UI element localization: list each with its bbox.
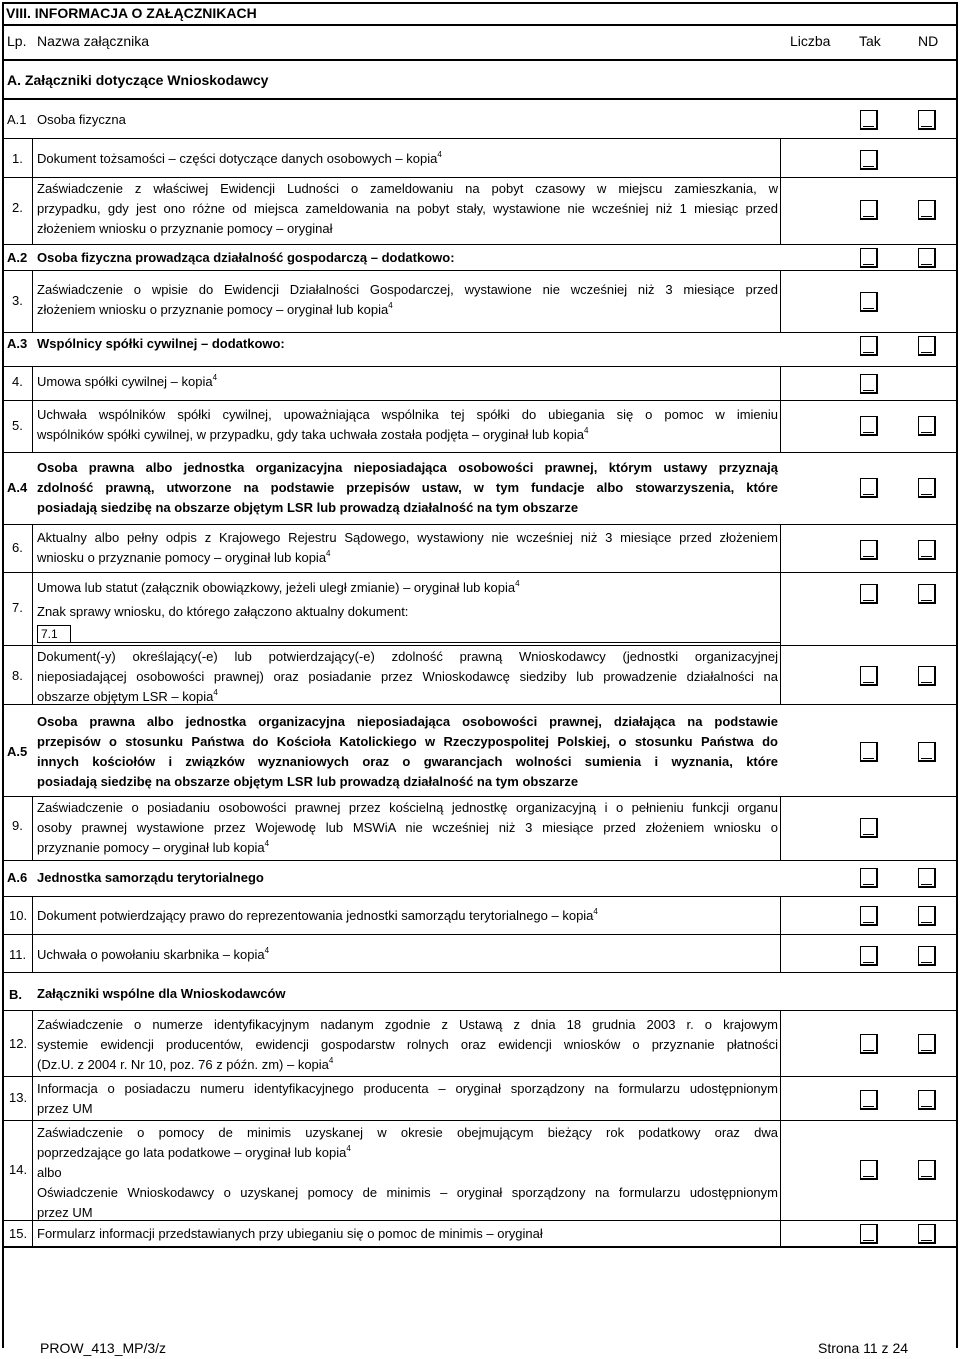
a5-code: A.5 xyxy=(7,744,28,759)
a3-yes-checkbox[interactable] xyxy=(860,336,878,356)
a1-title: Osoba fizyczna xyxy=(37,112,126,127)
row-10-na-checkbox[interactable] xyxy=(918,906,936,926)
row-7-yes-checkbox[interactable] xyxy=(860,584,878,604)
table-border-right xyxy=(956,2,958,1348)
row-4-text: Umowa spółki cywilnej – kopia$^4$ xyxy=(37,373,218,389)
row-6-na-checkbox[interactable] xyxy=(918,540,936,560)
row-15-yes-checkbox[interactable] xyxy=(860,1224,878,1244)
a4-yes-checkbox[interactable] xyxy=(860,478,878,498)
row-13-text: Informacja o posiadaczu numeru identyfikacyjnego producenta – oryginał sporządzony na formularzu udostępnionym przez UM xyxy=(37,1081,778,1116)
a6-code: A.6 xyxy=(7,870,28,885)
row-divider xyxy=(2,934,958,935)
row-divider xyxy=(2,896,958,897)
row-15-text: Formularz informacji przedstawianych przy ubieganiu się o pomoc de minimis – oryginał xyxy=(37,1226,543,1241)
row-7-text: Umowa lub statut (załącznik obowiązkowy, jeżeli uległ zmianie) – oryginał lub kopia$^4$ xyxy=(37,579,520,595)
section-title: VIII. INFORMACJA O ZAŁĄCZNIKACH xyxy=(6,5,257,21)
row-divider xyxy=(2,270,958,271)
a3-na-checkbox[interactable] xyxy=(918,336,936,356)
a5-yes-checkbox[interactable] xyxy=(860,742,878,762)
row-9-yes-checkbox[interactable] xyxy=(860,818,878,838)
row-6-yes-checkbox[interactable] xyxy=(860,540,878,560)
lp-column-line xyxy=(32,524,33,704)
row-12-yes-checkbox[interactable] xyxy=(860,1034,878,1054)
row-4-number: 4. xyxy=(12,374,23,389)
row-12-na-checkbox[interactable] xyxy=(918,1034,936,1054)
a6-na-checkbox[interactable] xyxy=(918,868,936,888)
text-column-line xyxy=(780,1010,781,1246)
a5-na-checkbox[interactable] xyxy=(918,742,936,762)
row-5-na-checkbox[interactable] xyxy=(918,416,936,436)
row-13-number: 13. xyxy=(9,1090,28,1105)
row-13-na-checkbox[interactable] xyxy=(918,1090,936,1110)
group-b-title: Załączniki wspólne dla Wnioskodawców xyxy=(37,986,286,1001)
row-10-yes-checkbox[interactable] xyxy=(860,906,878,926)
a5-text: Osoba prawna albo jednostka organizacyjna nieposiadająca osobowości prawnej, działająca na podstawie przepisów o stosunku Państwa do Kościoła Katolickiego w Rzeczypospolitej Polskiej, o stosunku Państwa do innych kościołów i związków wyznaniowych oraz o gwarancjach wolności sumienia i wyznania, które posiadają siedzibę na obszarze objętym LSR lub prowadzą działalność na tym obszarze xyxy=(37,714,778,789)
col-header-name: Nazwa załącznika xyxy=(37,33,150,49)
row-14-na-checkbox[interactable] xyxy=(918,1160,936,1180)
a6-yes-checkbox[interactable] xyxy=(860,868,878,888)
col-header-lp: Lp. xyxy=(7,33,27,49)
row-4-yes-checkbox[interactable] xyxy=(860,374,878,394)
lp-column-line xyxy=(32,138,33,244)
row-6-number: 6. xyxy=(12,540,23,555)
footer-page-number: Strona 11 z 24 xyxy=(818,1340,909,1356)
row-divider xyxy=(2,972,958,973)
a3-code: A.3 xyxy=(7,336,28,351)
a3-title: Wspólnicy spółki cywilnej – dodatkowo: xyxy=(37,336,285,351)
row-10-number: 10. xyxy=(9,908,28,923)
table-border-bottom xyxy=(2,1246,958,1248)
row-14-text: Zaświadczenie o pomocy de minimis uzyskanej w okresie obejmującym bieżący rok podatkowy oraz dwa poprzedzające go lata podatkowe – oryginał lub kopia$^4$ albo Oświadczenie Wnioskodawcy o uzyskanej pomocy de minimis – oryginał sporządzony na formularzu udostępnionym przez UM xyxy=(37,1125,778,1220)
a2-yes-checkbox[interactable] xyxy=(860,248,878,268)
row-divider xyxy=(2,1220,958,1221)
a4-na-checkbox[interactable] xyxy=(918,478,936,498)
lp-column-line xyxy=(32,270,33,332)
row-divider xyxy=(2,645,958,646)
a4-text: Osoba prawna albo jednostka organizacyjna nieposiadająca osobowości prawnej, którym ustawy przyznają zdolność prawną, utworzone na podstawie przepisów ustaw, w tym fundacje albo stowarzyszenia, które posiadają siedzibę na obszarze objętym LSR lub prowadzą działalność na tym obszarze xyxy=(37,460,778,515)
a6-title: Jednostka samorządu terytorialnego xyxy=(37,870,264,885)
row-5-text: Uchwała wspólników spółki cywilnej, upoważniająca wspólnika tej spółki do ubiegania się o pomoc w imieniu wspólników spółki cywilnej, w przypadku, gdy taka uchwała została podjęta – oryginał lub kopia$^4$ xyxy=(37,407,778,442)
a4-code: A.4 xyxy=(7,480,28,495)
row-5-yes-checkbox[interactable] xyxy=(860,416,878,436)
table-border-left xyxy=(2,2,4,1348)
row-7-case-number-label: Znak sprawy wniosku, do którego załączono aktualny dokument: xyxy=(37,604,409,619)
row-divider xyxy=(2,1076,958,1077)
row-10-text: Dokument potwierdzający prawo do reprezentowania jednostki samorządu terytorialnego – kopia$^4$ xyxy=(37,907,598,923)
text-column-line xyxy=(780,138,781,244)
row-divider xyxy=(2,1120,958,1121)
row-8-number: 8. xyxy=(12,668,23,683)
col-header-na: ND xyxy=(918,33,939,49)
row-9-text: Zaświadczenie o posiadaniu osobowości prawnej przez kościelną jednostkę organizacyjną i o pełnieniu funkcji organu osoby prawnej wystawione przez Wojewodę lub MSWiA nie wcześniej niż 3 miesiące przed złożeniem wniosku o przyznanie pomocy – oryginał lub kopia$^4$ xyxy=(37,800,778,855)
row-8-na-checkbox[interactable] xyxy=(918,666,936,686)
row-13-yes-checkbox[interactable] xyxy=(860,1090,878,1110)
row-3-yes-checkbox[interactable] xyxy=(860,292,878,312)
a1-yes-checkbox[interactable] xyxy=(860,110,878,130)
row-divider xyxy=(2,98,958,100)
row-15-na-checkbox[interactable] xyxy=(918,1224,936,1244)
text-column-line xyxy=(780,270,781,332)
footer-document-code: PROW_413_MP/3/z xyxy=(40,1340,167,1356)
row-14-number: 14. xyxy=(9,1162,28,1177)
group-a-label: A. Załączniki dotyczące Wnioskodawcy xyxy=(7,72,269,88)
row-8-yes-checkbox[interactable] xyxy=(860,666,878,686)
row-7-na-checkbox[interactable] xyxy=(918,584,936,604)
row-6-text: Aktualny albo pełny odpis z Krajowego Rejestru Sądowego, wystawiony nie wcześniej niż 3 miesiące przed złożeniem wniosku o przyznanie pomocy – oryginał lub kopia$^4$ xyxy=(37,530,778,565)
row-divider xyxy=(2,452,958,453)
row-11-text: Uchwała o powołaniu skarbnika – kopia$^4$ xyxy=(37,946,270,962)
row-divider xyxy=(2,860,958,861)
row-divider xyxy=(2,1010,958,1011)
lp-column-line xyxy=(32,1010,33,1246)
a2-na-checkbox[interactable] xyxy=(918,248,936,268)
row-divider xyxy=(2,24,958,26)
row-2-number: 2. xyxy=(12,200,23,215)
text-column-line xyxy=(780,366,781,452)
row-divider xyxy=(2,177,958,178)
row-1-yes-checkbox[interactable] xyxy=(860,150,878,170)
row-3-number: 3. xyxy=(12,293,23,308)
row-divider xyxy=(2,400,958,401)
row-2-na-checkbox[interactable] xyxy=(918,200,936,220)
row-2-yes-checkbox[interactable] xyxy=(860,200,878,220)
a2-title: Osoba fizyczna prowadząca działalność gospodarczą – dodatkowo: xyxy=(37,250,455,265)
row-7-number: 7. xyxy=(12,600,23,615)
row-12-number: 12. xyxy=(9,1036,28,1051)
lp-column-line xyxy=(32,796,33,860)
row-divider xyxy=(2,366,958,367)
group-b-code: B. xyxy=(9,987,22,1002)
row-divider xyxy=(2,244,958,245)
row-divider xyxy=(2,138,958,139)
row-1-text: Dokument tożsamości – części dotyczące danych osobowych – kopia$^4$ xyxy=(37,150,442,166)
row-11-yes-checkbox[interactable] xyxy=(860,946,878,966)
row-divider xyxy=(2,332,958,333)
row-divider xyxy=(2,572,958,573)
row-divider xyxy=(2,59,958,61)
col-header-count: Liczba xyxy=(790,33,831,49)
row-2-text: Zaświadczenie z właściwej Ewidencji Ludności o zameldowaniu na pobyt czasowy w miejscu zamieszkania, w przypadku, gdy jest ono różne od miejsca zameldowania na pobyt stały, wystawione nie wcześniej niż 1 miesiąc przed złożeniem wniosku o przyznanie pomocy – oryginał xyxy=(37,181,778,236)
a1-code: A.1 xyxy=(7,112,27,127)
a1-na-checkbox[interactable] xyxy=(918,110,936,130)
row-15-number: 15. xyxy=(9,1226,28,1241)
row-11-number: 11. xyxy=(9,947,27,962)
row-5-number: 5. xyxy=(12,418,23,433)
lp-column-line xyxy=(32,366,33,452)
col-header-yes: Tak xyxy=(859,33,881,49)
row-7-case-number-line xyxy=(70,642,780,643)
row-7-case-number-field[interactable]: 7.1 xyxy=(37,625,71,643)
row-divider xyxy=(2,524,958,525)
row-3-text: Zaświadczenie o wpisie do Ewidencji Działalności Gospodarczej, wystawione nie wcześniej niż 3 miesiące przed złożeniem wniosku o przyznanie pomocy – oryginał lub kopia$^4$ xyxy=(37,282,778,317)
row-8-text: Dokument(-y) określający(-e) lub potwierdzający(-e) zdolność prawną Wnioskodawcy (jednostki organizacyjnej nieposiadającej osobowości prawnej) oraz posiadanie przez Wnioskodawcę siedziby lub prowadzenie działalności na obszarze objętym LSR – kopia$^4$ xyxy=(37,649,778,704)
row-1-number: 1. xyxy=(12,151,23,166)
text-column-line xyxy=(780,796,781,860)
row-12-text: Zaświadczenie o numerze identyfikacyjnym nadanym zgodnie z Ustawą z dnia 18 grudnia 2003 r. o krajowym systemie ewidencji producentów, ewidencji gospodarstw rolnych oraz ewidencji wniosków o przyznanie płatności (Dz.U. z 2004 r. Nr 10, poz. 76 z późn. zm) – kopia$^4$ xyxy=(37,1017,778,1072)
row-divider xyxy=(2,704,958,705)
row-divider xyxy=(2,796,958,797)
row-11-na-checkbox[interactable] xyxy=(918,946,936,966)
text-column-line xyxy=(780,524,781,704)
row-9-number: 9. xyxy=(12,818,23,833)
row-14-yes-checkbox[interactable] xyxy=(860,1160,878,1180)
a2-code: A.2 xyxy=(7,250,28,265)
